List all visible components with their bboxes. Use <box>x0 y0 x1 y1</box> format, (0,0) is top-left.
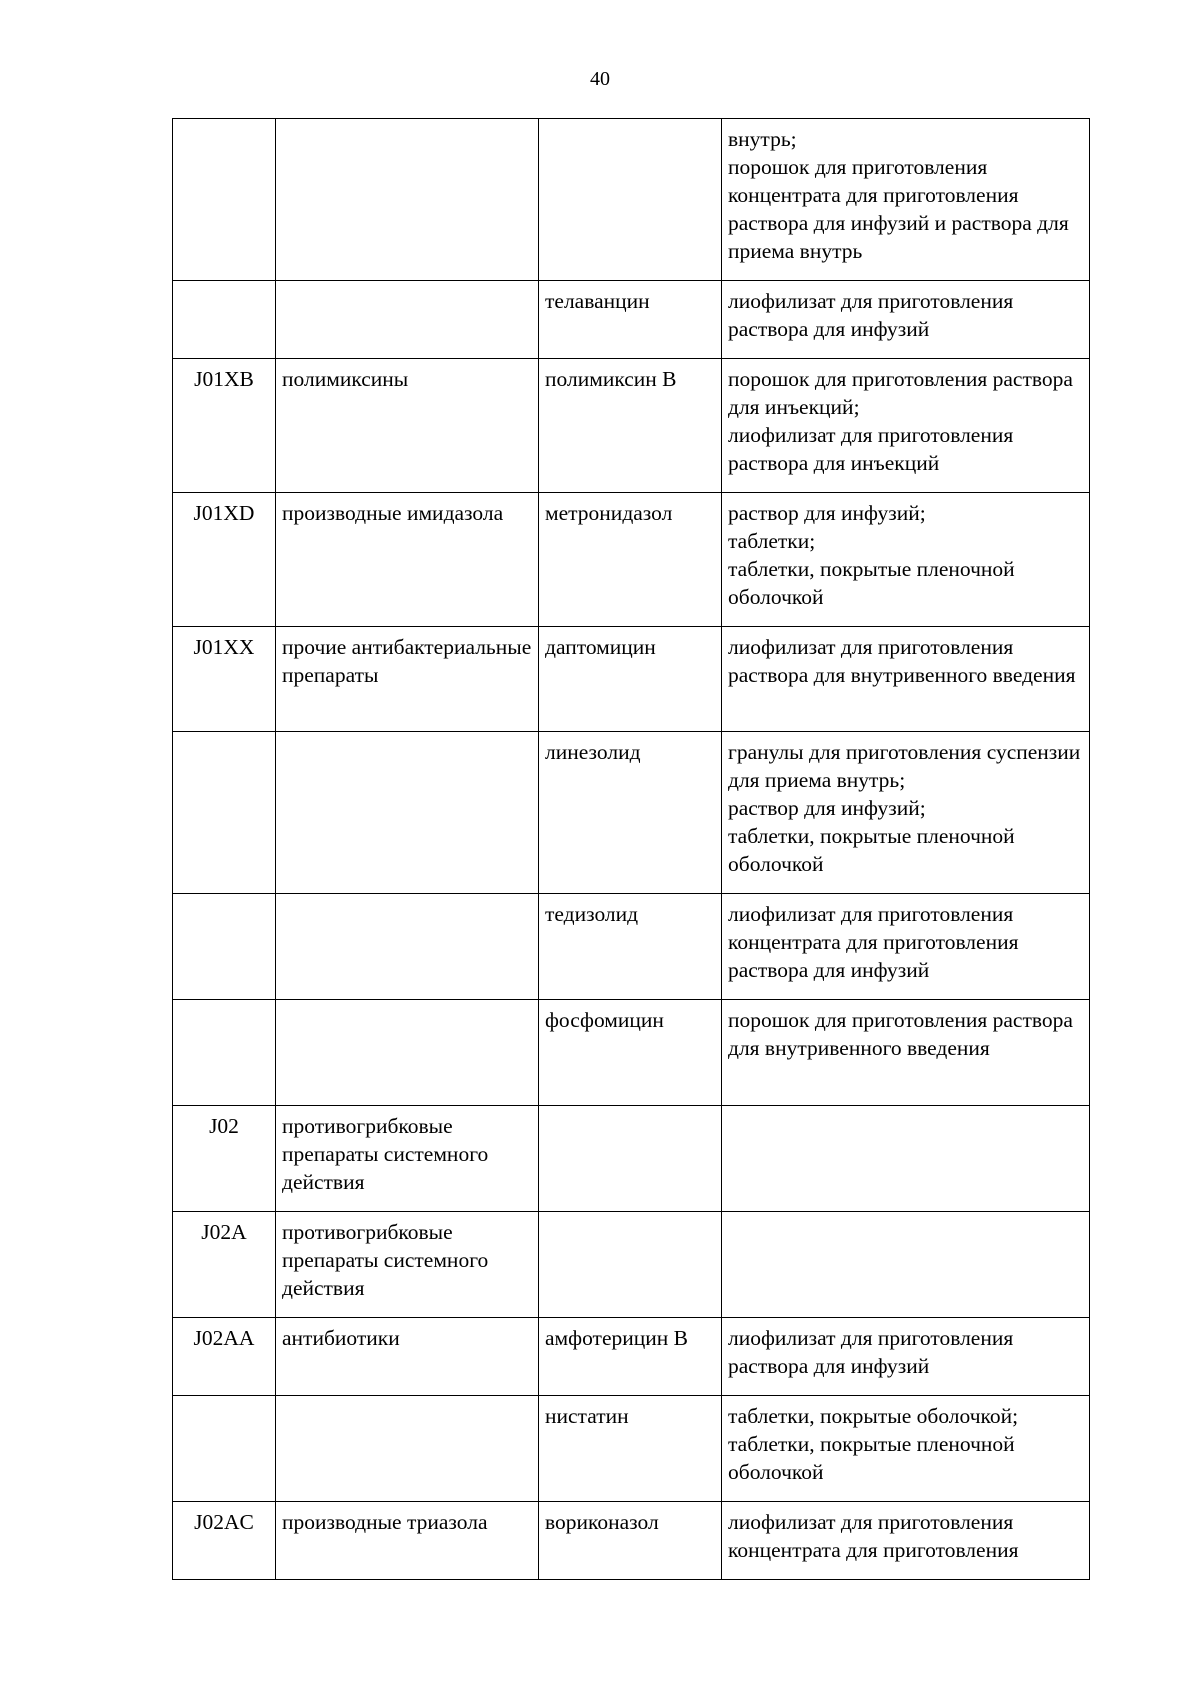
drug-table <box>172 118 1090 1580</box>
table-row <box>173 1000 1090 1106</box>
table-row <box>173 627 1090 732</box>
atc-code-cell: J01XB <box>173 359 276 493</box>
dosage-forms-cell <box>722 1212 1090 1318</box>
atc-code-cell: J01XD <box>173 493 276 627</box>
table-row <box>173 1106 1090 1212</box>
table-row <box>173 1212 1090 1318</box>
drug-cell <box>539 1106 722 1212</box>
drug-cell: амфотерицин B <box>539 1318 722 1396</box>
atc-code-cell <box>173 732 276 894</box>
group-cell: антибиотики <box>276 1318 539 1396</box>
group-cell <box>276 1000 539 1106</box>
atc-code-cell <box>173 1000 276 1106</box>
group-cell: полимиксины <box>276 359 539 493</box>
group-cell <box>276 1396 539 1502</box>
table-row <box>173 493 1090 627</box>
dosage-forms-cell: лиофилизат для приготовления раствора для инфузий <box>722 1318 1090 1396</box>
table-row <box>173 732 1090 894</box>
atc-code-cell: J02A <box>173 1212 276 1318</box>
drug-cell: линезолид <box>539 732 722 894</box>
dosage-forms-cell: лиофилизат для приготовления раствора для инфузий <box>722 281 1090 359</box>
atc-code-cell <box>173 281 276 359</box>
atc-code-cell: J01XX <box>173 627 276 732</box>
atc-code-cell: J02AA <box>173 1318 276 1396</box>
drug-cell: метронидазол <box>539 493 722 627</box>
drug-cell: полимиксин B <box>539 359 722 493</box>
group-cell <box>276 894 539 1000</box>
dosage-forms-cell: лиофилизат для приготовления концентрата для приготовления раствора для инфузий <box>722 894 1090 1000</box>
table-row <box>173 1396 1090 1502</box>
table-row <box>173 1318 1090 1396</box>
drug-cell: тедизолид <box>539 894 722 1000</box>
dosage-forms-cell: порошок для приготовления раствора для внутривенного введения <box>722 1000 1090 1106</box>
group-cell <box>276 281 539 359</box>
drug-cell: нистатин <box>539 1396 722 1502</box>
atc-code-cell <box>173 1396 276 1502</box>
table-row <box>173 359 1090 493</box>
atc-code-cell: J02AC <box>173 1502 276 1580</box>
page-number: 40 <box>590 68 610 90</box>
drug-cell: даптомицин <box>539 627 722 732</box>
dosage-forms-cell: лиофилизат для приготовления раствора для внутривенного введения <box>722 627 1090 732</box>
group-cell: прочие антибактериальные препараты <box>276 627 539 732</box>
dosage-forms-cell: лиофилизат для приготовления концентрата для приготовления <box>722 1502 1090 1580</box>
group-cell <box>276 732 539 894</box>
dosage-forms-cell <box>722 1106 1090 1212</box>
dosage-forms-cell: раствор для инфузий; таблетки; таблетки, покрытые пленочной оболочкой <box>722 493 1090 627</box>
table-row <box>173 1502 1090 1580</box>
dosage-forms-cell: порошок для приготовления раствора для инъекций; лиофилизат для приготовления раствора для инъекций <box>722 359 1090 493</box>
group-cell: противогрибковые препараты системного действия <box>276 1106 539 1212</box>
table-row <box>173 119 1090 281</box>
table-row <box>173 894 1090 1000</box>
drug-cell <box>539 119 722 281</box>
drug-cell: фосфомицин <box>539 1000 722 1106</box>
group-cell <box>276 119 539 281</box>
dosage-forms-cell: таблетки, покрытые оболочкой; таблетки, покрытые пленочной оболочкой <box>722 1396 1090 1502</box>
atc-code-cell <box>173 894 276 1000</box>
dosage-forms-cell: внутрь; порошок для приготовления концентрата для приготовления раствора для инфузий и раствора для приема внутрь <box>722 119 1090 281</box>
table-row <box>173 281 1090 359</box>
table-body <box>173 119 1090 1580</box>
group-cell: противогрибковые препараты системного действия <box>276 1212 539 1318</box>
group-cell: производные триазола <box>276 1502 539 1580</box>
atc-code-cell <box>173 119 276 281</box>
atc-code-cell: J02 <box>173 1106 276 1212</box>
drug-cell: вориконазол <box>539 1502 722 1580</box>
dosage-forms-cell: гранулы для приготовления суспензии для приема внутрь; раствор для инфузий; таблетки, покрытые пленочной оболочкой <box>722 732 1090 894</box>
drug-cell <box>539 1212 722 1318</box>
group-cell: производные имидазола <box>276 493 539 627</box>
drug-cell: телаванцин <box>539 281 722 359</box>
